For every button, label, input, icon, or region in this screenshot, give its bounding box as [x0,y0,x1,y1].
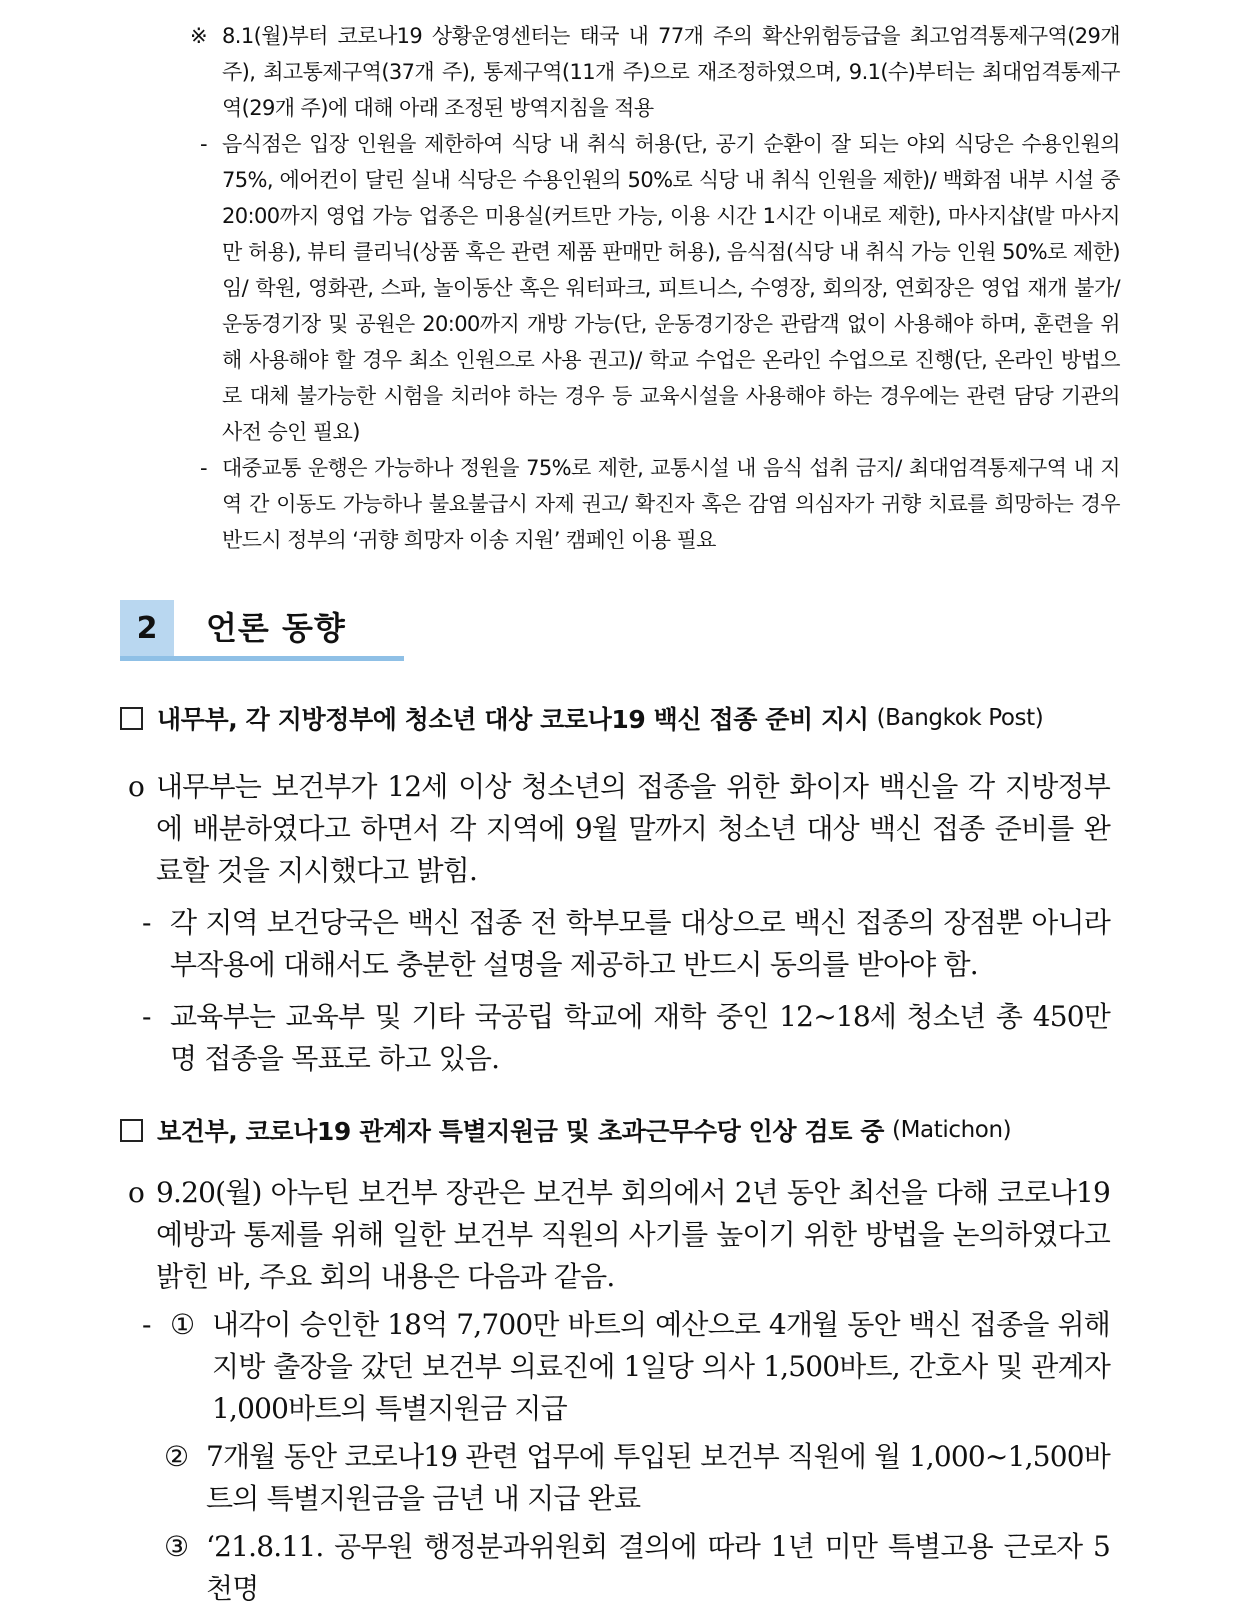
numbered-item [128,1436,1110,1520]
notice-item-text: 음식점은 입장 인원을 제한하여 식당 내 취식 허용(단, 공기 순환이 잘 되는 야외 식당은 수용인원의 75%, 에어컨이 달린 실내 식당은 수용인원의 50%로 식당 내 취식 인원을 제한)/ 백화점 내부 시설 중 20:00까지 영업 가능 업종은 미용실(커트만 가능, 이용 시간 1시간 이내로 제한), 마사지샵(발 마사지만 허용), 뷰티 클리닉(상품 혹은 관련 제품 판매만 허용), 음식점(식당 내 취식 가능 인원 50%로 제한)임/ 학원, 영화관, 스파, 놀이동산 혹은 워터파크, 피트니스, 수영장, 회의장, 연회장은 영업 재개 불가/ 운동경기장 및 공원은 20:00까지 개방 가능(단, 운동경기장은 관람객 없이 사용해야 하며, 훈련을 위해 사용해야 할 경우 최소 인원으로 사용 권고)/ 학교 수업은 온라인 수업으로 진행(단, 온라인 방법으로 대체 불가능한 시험을 치러야 하는 경우 등 교육시설을 사용해야 하는 경우에는 관련 담당 기관의 사전 승인 필요) [222,132,1120,444]
topic-source: (Bangkok Post) [876,705,1044,731]
bullet-paragraph [128,1172,1110,1298]
bullet-text: 9.20(월) 아누틴 보건부 장관은 보건부 회의에서 2년 동안 최선을 다해 코로나19 예방과 통제를 위해 일한 보건부 직원의 사기를 높이기 위한 방법을 논의하였다고 밝힌 바, 주요 회의 내용은 다음과 같음. [156,1176,1110,1293]
notice-item [200,450,1120,558]
notice-item [200,126,1120,450]
topic-title: 보건부, 코로나19 관계자 특별지원금 및 초과근무수당 인상 검토 중 [157,1117,885,1146]
bullet-mark: o [128,770,145,803]
dash-mark: - [142,906,151,939]
item-number: ③ [164,1530,189,1563]
numbered-item [128,1526,1110,1610]
dash-item [128,902,1110,986]
topic-heading [120,700,1120,736]
dash-mark: - [142,1000,151,1033]
reference-mark: ※ [190,24,207,48]
item-text: 7개월 동안 코로나19 관련 업무에 투입된 보건부 직원에 월 1,000~1,500바트의 특별지원금을 금년 내 지급 완료 [206,1440,1110,1515]
section-title: 언론 동향 [206,609,346,647]
notice-paragraph: 8.1(월)부터 코로나19 상황운영센터는 태국 내 77개 주의 확산위험등급을 최고엄격통제구역(29개 주), 최고통제구역(37개 주), 통제구역(11개 주)으로 재조정하였으며, 9.1(수)부터는 최대엄격통제구역(29개 주)에 대해 아래 조정된 방역지침을 적용 [222,24,1120,120]
item-number: ① [170,1308,195,1341]
checkbox-icon [120,707,143,730]
section-header [120,600,404,662]
bullet-paragraph [128,766,1110,892]
dash-mark: - [142,1308,151,1341]
section-underline [120,656,404,661]
dash-mark: - [200,456,207,480]
notice-item-text: 대중교통 운행은 가능하나 정원을 75%로 제한, 교통시설 내 음식 섭취 금지/ 최대엄격통제구역 내 지역 간 이동도 가능하나 불요불급시 자제 권고/ 확진자 혹은 감염 의심자가 귀향 치료를 희망하는 경우 반드시 정부의 ‘귀향 희망자 이송 지원’ 캠페인 이용 필요 [222,456,1120,552]
item-text: ‘21.8.11. 공무원 행정분과위원회 결의에 따라 1년 미만 특별고용 근로자 5천명 [206,1530,1110,1605]
topic-title: 내무부, 각 지방정부에 청소년 대상 코로나19 백신 접종 준비 지시 [157,705,869,734]
dash-item [128,996,1110,1080]
numbered-item [128,1304,1110,1430]
section-number: 2 [120,600,174,656]
dash-mark: - [200,132,207,156]
topic-source: (Matichon) [892,1117,1012,1143]
topic-body [128,766,1110,1080]
item-number: ② [164,1440,189,1473]
checkbox-icon [120,1119,143,1142]
dash-text: 교육부는 교육부 및 기타 국공립 학교에 재학 중인 12~18세 청소년 총 450만 명 접종을 목표로 하고 있음. [170,1000,1110,1075]
notice-block [190,18,1120,558]
bullet-text: 내무부는 보건부가 12세 이상 청소년의 접종을 위한 화이자 백신을 각 지방정부에 배분하였다고 하면서 각 지역에 9월 말까지 청소년 대상 백신 접종 준비를 완료할 것을 지시했다고 밝힘. [156,770,1110,887]
dash-text: 각 지역 보건당국은 백신 접종 전 학부모를 대상으로 백신 접종의 장점뿐 아니라 부작용에 대해서도 충분한 설명을 제공하고 반드시 동의를 받아야 함. [170,906,1110,981]
topic-body [128,1172,1110,1610]
bullet-mark: o [128,1176,145,1209]
topic-heading [120,1112,1120,1148]
item-text: 내각이 승인한 18억 7,700만 바트의 예산으로 4개월 동안 백신 접종을 위해 지방 출장을 갔던 보건부 의료진에 1일당 의사 1,500바트, 간호사 및 관계자 1,000바트의 특별지원금 지급 [212,1308,1110,1425]
